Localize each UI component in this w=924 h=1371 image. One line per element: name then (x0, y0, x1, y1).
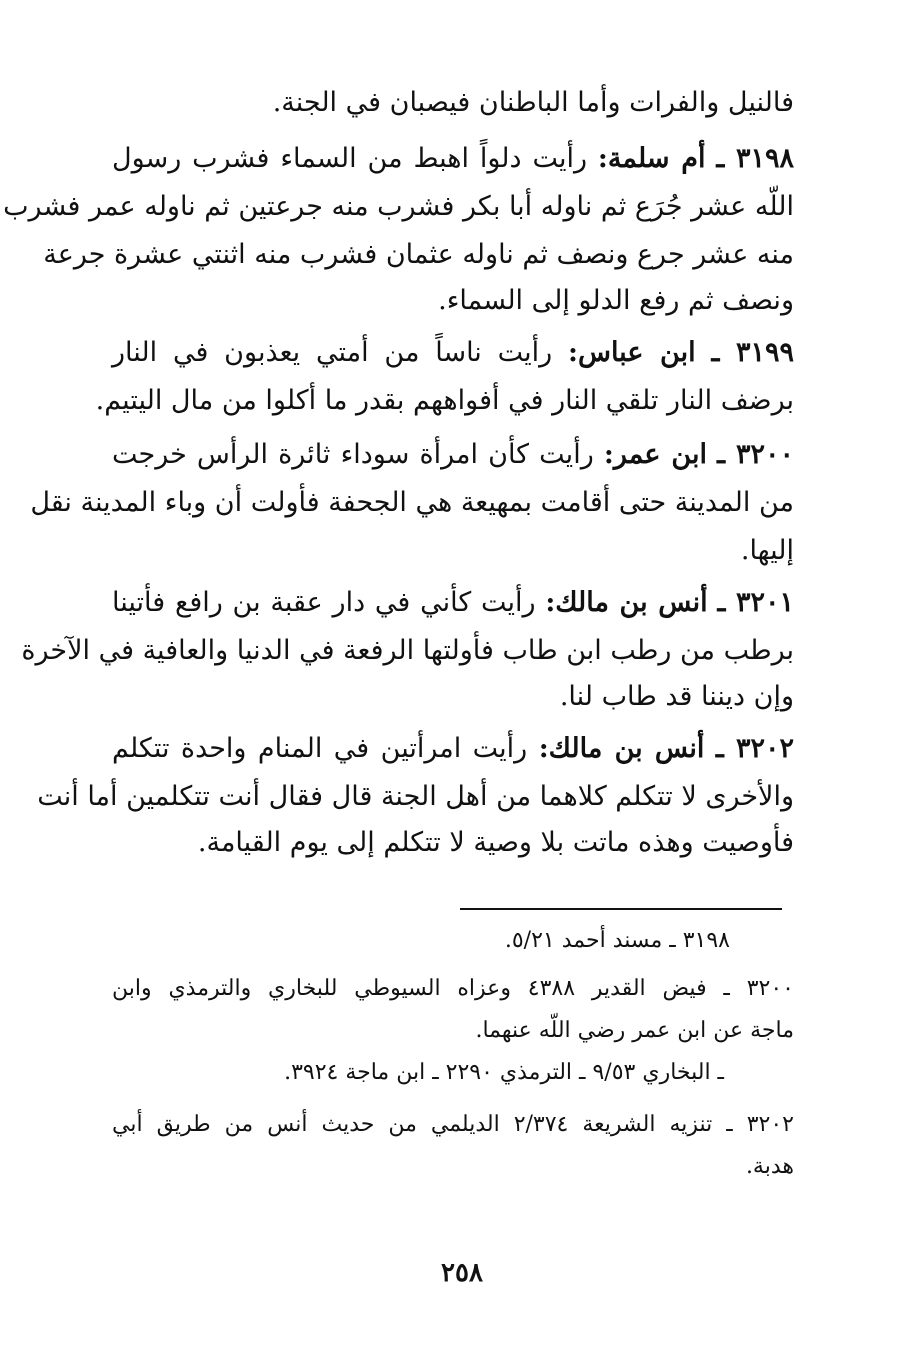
text-line: اللّه عشر جُرَع ثم ناوله أبا بكر فشرب منه جرعتين ثم ناوله عمر فشرب (3, 191, 794, 222)
text-line: منه عشر جرع ونصف ثم ناوله عثمان فشرب منه اثنتي عشرة جرعة (43, 239, 794, 270)
text-line: ونصف ثم رفع الدلو إلى السماء. (438, 285, 794, 316)
hadith-number: ٣٢٠١ ـ (717, 587, 794, 618)
footnote-3198: ٣١٩٨ ـ مسند أحمد ٥/٢١. (504, 928, 730, 953)
hadith-number: ٣٢٠٠ ـ (717, 439, 794, 470)
hadith-3202-first-line (112, 732, 794, 766)
hadith-text: رأيت دلواً اهبط من السماء فشرب رسول (112, 143, 588, 174)
narrator-name: أنس بن مالك: (538, 733, 705, 764)
footnote-3200: ٣٢٠٠ ـ فيض القدير ٤٣٨٨ وعزاه السيوطي للبخاري والترمذي وابن (112, 976, 794, 1001)
text-line: إليها. (740, 535, 794, 566)
hadith-number: ٣٢٠٢ ـ (715, 733, 794, 764)
narrator-name: أم سلمة: (597, 143, 706, 174)
hadith-number: ٣١٩٩ ـ (711, 337, 794, 368)
narrator-name: ابن عمر: (603, 439, 707, 470)
hadith-text: رأيت كأني في دار عقبة بن رافع فأتينا (112, 587, 536, 618)
text-line: برضف النار تلقي النار في أفواههم بقدر ما أكلوا من مال اليتيم. (95, 385, 794, 416)
footnote-3202: ٣٢٠٢ ـ تنزيه الشريعة ٢/٣٧٤ الديلمي من حديث أنس من طريق أبي (112, 1112, 794, 1137)
narrator-name: ابن عباس: (568, 337, 696, 368)
page-number: ٢٥٨ (441, 1258, 483, 1288)
hadith-3199-first-line (112, 336, 794, 370)
hadith-3201-first-line (112, 586, 794, 620)
text-line: من المدينة حتى أقامت بمهيعة هي الجحفة فأولت أن وباء المدينة نقل (30, 487, 794, 518)
hadith-number: ٣١٩٨ ـ (716, 143, 794, 174)
hadith-text: رأيت امرأتين في المنام واحدة تتكلم (112, 733, 528, 764)
footnote-3200-refs: ـ البخاري ٩/٥٣ ـ الترمذي ٢٢٩٠ ـ ابن ماجة ٣٩٢٤. (284, 1060, 724, 1085)
text-line: برطب من رطب ابن طاب فأولتها الرفعة في الدنيا والعافية في الآخرة (21, 635, 794, 666)
text-line: فالنيل والفرات وأما الباطنان فيصبان في الجنة. (272, 87, 794, 118)
hadith-text: رأيت كأن امرأة سوداء ثائرة الرأس خرجت (112, 439, 594, 470)
text-line: فأوصيت وهذه ماتت بلا وصية لا تتكلم إلى يوم القيامة. (197, 827, 794, 858)
text-line: والأخرى لا تتكلم كلاهما من أهل الجنة قال فقال أنت تتكلمين أما أنت (37, 781, 794, 812)
text-line: وإن ديننا قد طاب لنا. (559, 681, 794, 712)
footnote-3202-cont: هدبة. (745, 1154, 794, 1179)
footnote-3200-cont: ماجة عن ابن عمر رضي اللّه عنهما. (475, 1018, 794, 1043)
hadith-3200-first-line (112, 438, 794, 472)
hadith-text: رأيت ناساً من أمتي يعذبون في النار (112, 337, 553, 368)
footnote-separator (460, 908, 782, 910)
hadith-3198-first-line (112, 142, 794, 176)
narrator-name: أنس بن مالك: (545, 587, 708, 618)
